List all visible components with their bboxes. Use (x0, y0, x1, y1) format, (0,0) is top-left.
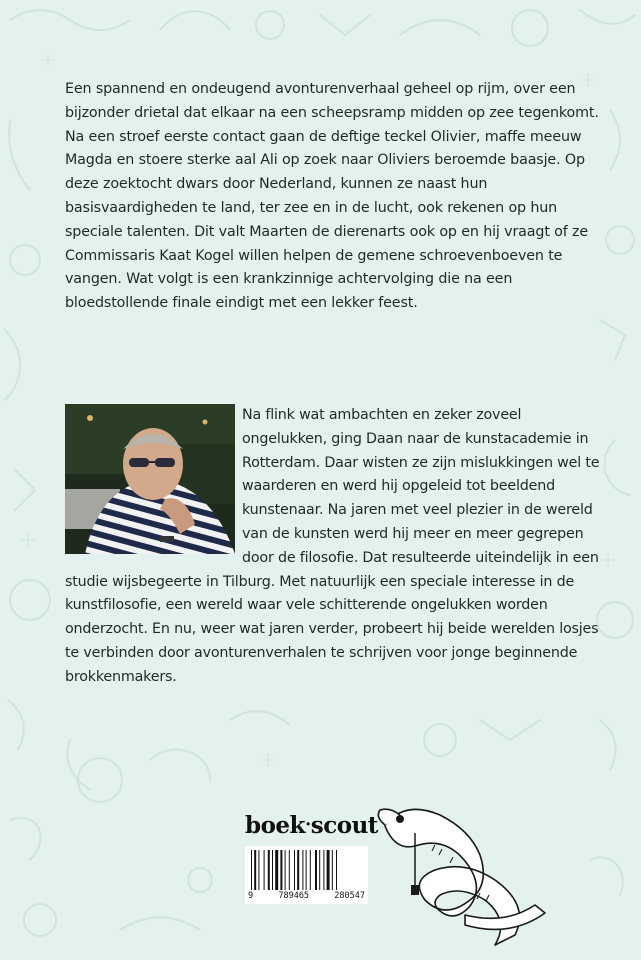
publisher-logo (245, 812, 378, 839)
isbn-barcode (245, 846, 368, 904)
publisher-logo-dot: · (305, 814, 311, 835)
author-photo (65, 404, 235, 554)
eel-illustration-icon (365, 785, 565, 955)
blurb-text: Een spannend en ondeugend avonturenverhaal geheel op rijm, over een bijzonder drietal dat elkaar na een scheepsramp midden op zee tegenkomt. Na een stroef eerste contact gaan de deftige teckel Olivier, maffe meeuw Magda en stoere sterke aal Ali op zoek naar Oliviers beroemde baasje. Op deze zoektocht dwars door Nederland, kunnen ze naast hun basisvaardigheden te land, ter zee en in de lucht, ook rekenen op hun speciale talenten. Dit valt Maarten de dierenarts ook op en hij vraagt of ze Commissaris Kaat Kogel willen helpen de gemene schroevenboeven te vangen. Wat volgt is een krankzinnige achtervolging die na een bloedstollende finale eindigt met een lekker feest. (65, 81, 599, 312)
author-portrait-image (65, 404, 235, 554)
barcode-digit-first: 9 (248, 891, 254, 901)
publisher-logo-part1: boek (245, 812, 305, 839)
publisher-logo-part2: scout (310, 812, 378, 839)
barcode-group-2: 280547 (334, 891, 365, 901)
barcode-group-1: 789465 (278, 891, 310, 901)
author-bio-text: Na flink wat ambachten en zeker zoveel ongelukken, ging Daan naar de kunstacademie in Rotterdam. Daar wisten ze zijn mislukkingen wel te waarderen en werd hij opgeleid tot beeldend kunstenaar. Na jaren met veel plezier in de wereld van de kunsten werd hij meer en meer gegrepen door de filosofie. Dat resulteerde uiteindelijk in een studie wijsbegeerte in Tilburg. Met natuurlijk een speciale interesse in de kunstfilosofie, een wereld waar vele schitterende ongelukken worden onderzocht. En nu, weer wat jaren verder, probeert hij beide werelden losjes te verbinden door avonturenverhalen te schrijven voor jonge beginnende brokkenmakers. (65, 407, 600, 685)
barcode-number (245, 891, 368, 902)
barcode-bars (245, 846, 368, 892)
author-bio-section (65, 404, 610, 690)
